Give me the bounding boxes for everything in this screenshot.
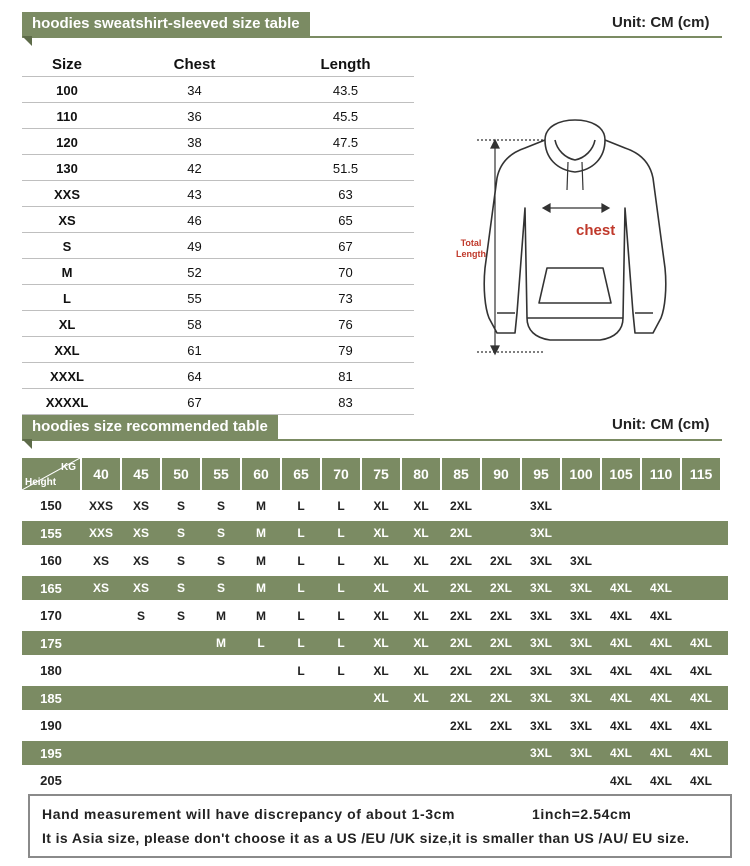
size-recommend-cell: 2XL [449,691,472,705]
size-recommend-cell: 3XL [569,663,592,678]
size-cell: 110 [56,108,78,124]
size-recommend-cell: 4XL [609,718,632,733]
size-recommend-cell: S [216,526,225,540]
weight-header-cell: 75 [362,458,400,490]
size-recommend-cell: XL [413,636,429,650]
length-cell: 45.5 [332,108,359,124]
size-recommend-cell: L [297,553,305,568]
size-recommend-cell: 4XL [649,663,672,678]
size-recommend-cell: 4XL [609,581,632,595]
size-row [22,208,414,233]
size-recommend-cell: S [176,608,185,623]
size-cell: XXL [54,342,80,358]
size-cell: L [63,290,71,306]
size-recommend-cell: M [216,608,226,623]
weight-header-cell: 115 [682,458,720,490]
chest-cell: 55 [187,290,202,306]
size-recommend-cell: XL [413,608,429,623]
size-recommend-cell: XS [132,553,149,568]
size-recommend-cell: 4XL [649,718,672,733]
weight-header-cell: 65 [282,458,320,490]
size-recommend-cell: 2XL [449,526,472,540]
size-recommend-cell: XL [413,498,429,513]
size-recommend-cell: L [337,608,345,623]
height-cell: 185 [40,690,62,706]
height-cell: 175 [40,635,62,651]
chest-cell: 34 [187,82,202,98]
size-recommend-cell: M [216,636,226,650]
chest-cell: 67 [187,394,202,410]
recommend-row [22,769,728,793]
size-recommend-cell: L [337,553,345,568]
size-recommend-cell: 4XL [689,663,712,678]
size-title-tab [22,36,32,46]
size-recommend-cell: L [337,663,345,678]
size-recommend-cell: L [297,663,305,678]
size-recommend-cell: XL [373,553,389,568]
weight-header-cell: 85 [442,458,480,490]
size-recommend-cell: S [216,553,225,568]
size-recommend-cell: 2XL [449,663,472,678]
note-discrepancy: Hand measurement will have discrepancy of about 1-3cm [42,806,456,822]
length-cell: 79 [338,342,353,358]
size-row [22,390,414,415]
length-cell: 76 [338,316,353,332]
height-cell: 165 [40,580,62,596]
size-recommend-cell: 2XL [449,498,472,513]
size-recommend-cell: XS [132,526,149,540]
size-recommend-cell: 2XL [449,608,472,623]
size-recommend-cell: 4XL [649,691,672,705]
size-recommend-cell: 3XL [569,581,592,595]
total-length-label-line2: Length [456,249,486,259]
size-recommend-cell: 2XL [449,581,472,595]
size-recommend-cell: L [337,581,345,595]
size-recommend-cell: XS [132,498,149,513]
note-inch-conversion: 1inch=2.54cm [532,806,632,822]
size-recommend-cell: 4XL [689,691,712,705]
size-recommend-cell: S [176,526,185,540]
size-row [22,338,414,363]
size-recommend-cell: XS [92,581,109,595]
height-cell: 155 [40,525,62,541]
size-cell: XXXL [50,368,84,384]
size-recommend-cell: 4XL [609,608,632,623]
size-recommend-cell: 4XL [689,746,712,760]
size-recommend-cell: 2XL [489,581,512,595]
notes-box [28,794,732,858]
size-recommend-cell: 3XL [569,553,592,568]
length-cell: 70 [338,264,353,280]
chest-cell: 49 [187,238,202,254]
size-recommend-cell: 3XL [529,498,552,513]
recommend-row [22,714,728,738]
recommend-row [22,521,728,545]
size-table-body [22,78,414,415]
length-cell: 47.5 [332,134,359,150]
size-recommend-cell: M [256,526,266,540]
size-cell: XXS [53,186,80,202]
size-recommend-cell: S [176,553,185,568]
total-length-label [455,238,487,260]
size-recommend-cell: 3XL [529,718,552,733]
size-recommend-cell: XS [132,581,149,595]
size-recommend-cell: 4XL [689,718,712,733]
size-recommend-cell: XXS [88,526,113,540]
size-recommend-cell: 4XL [609,773,632,788]
recommend-row [22,604,728,628]
size-col-header: Size [51,56,82,73]
size-recommend-cell: 4XL [609,663,632,678]
size-recommend-cell: L [297,608,305,623]
size-row [22,78,414,103]
height-cell: 180 [40,663,62,678]
size-recommend-cell: L [297,526,305,540]
recommend-unit-label: Unit: CM (cm) [612,416,710,433]
weight-header-cell: 60 [242,458,280,490]
size-recommend-cell: L [337,498,345,513]
size-recommend-cell: XXS [88,498,113,513]
size-row [22,182,414,207]
size-recommend-cell: 3XL [529,553,552,568]
size-recommend-cell: XL [373,498,389,513]
chest-cell: 61 [187,342,202,358]
size-recommend-cell: 3XL [529,691,552,705]
size-recommend-cell: L [297,498,305,513]
length-cell: 67 [338,238,353,254]
size-recommend-cell: 2XL [489,718,512,733]
size-recommend-cell: 2XL [449,636,472,650]
chest-cell: 52 [187,264,202,280]
length-cell: 83 [338,394,353,410]
size-recommend-cell: 2XL [489,663,512,678]
size-recommend-cell: S [176,498,185,513]
size-recommend-cell: 4XL [609,746,632,760]
size-recommend-cell: M [256,581,266,595]
size-recommend-cell: L [297,636,305,650]
chest-cell: 58 [187,316,202,332]
size-recommend-cell: XL [413,553,429,568]
size-recommend-cell: 3XL [529,636,552,650]
size-recommend-cell: 2XL [449,553,472,568]
size-recommend-cell: 2XL [489,608,512,623]
recommend-header-row [22,458,728,490]
size-cell: 120 [56,134,78,150]
height-cell: 195 [40,745,62,761]
size-cell: XS [58,212,76,228]
size-cell: XXXXL [45,394,89,410]
size-recommend-cell: 4XL [649,746,672,760]
size-recommend-cell: 3XL [529,526,552,540]
length-cell: 81 [338,368,353,384]
size-row [22,234,414,259]
size-recommend-cell: 2XL [489,553,512,568]
length-col-header: Length [320,56,371,73]
size-recommend-cell: XL [413,663,429,678]
size-recommend-cell: 4XL [649,581,672,595]
recommend-row [22,549,728,573]
chest-cell: 64 [187,368,202,384]
recommend-row [22,494,728,518]
weight-header-cell: 55 [202,458,240,490]
size-row [22,286,414,311]
size-recommend-cell: XL [413,526,429,540]
recommend-table [22,458,728,793]
chest-cell: 38 [187,134,202,150]
weight-header-cell: 90 [482,458,520,490]
size-recommend-cell: L [337,526,345,540]
size-row [22,312,414,337]
size-cell: XL [58,316,76,332]
note-asia-size: It is Asia size, please don't choose it as a US /EU /UK size,it is smaller than US /AU/ EU size. [42,830,690,846]
size-recommend-cell: 4XL [609,691,632,705]
size-row [22,104,414,129]
weight-header-cell: 40 [82,458,120,490]
length-cell: 43.5 [332,82,359,98]
size-recommend-cell: 3XL [529,608,552,623]
recommend-row [22,659,728,683]
recommend-row [22,686,728,710]
size-recommend-cell: 4XL [609,636,632,650]
size-recommend-cell: XL [373,581,389,595]
size-recommend-cell: XL [373,608,389,623]
weight-header-cell: 110 [642,458,680,490]
size-recommend-cell: 4XL [649,636,672,650]
size-recommend-cell: 2XL [449,718,472,733]
recommend-row [22,741,728,765]
size-recommend-cell: XL [413,581,429,595]
size-recommend-cell: 4XL [689,773,712,788]
size-row [22,156,414,181]
length-cell: 63 [338,186,353,202]
size-cell: 130 [56,160,78,176]
size-recommend-cell: XL [373,663,389,678]
recommend-corner-cell [22,458,80,490]
size-recommend-cell: M [256,608,266,623]
size-recommend-cell: 4XL [649,773,672,788]
height-cell: 205 [40,773,62,788]
size-recommend-cell: L [297,581,305,595]
size-row [22,260,414,285]
size-recommend-cell: 2XL [489,636,512,650]
height-cell: 160 [40,553,62,568]
chest-cell: 42 [187,160,202,176]
size-recommend-cell: 3XL [569,691,592,705]
recommend-table-title: hoodies size recommended table [22,415,278,439]
weight-header-cell: 105 [602,458,640,490]
height-cell: 150 [40,498,62,513]
weight-header-cell: 45 [122,458,160,490]
size-cell: S [62,238,72,254]
weight-header-cell: 100 [562,458,600,490]
size-recommend-cell: M [256,553,266,568]
weight-header-cell: 50 [162,458,200,490]
size-cell: 100 [56,82,78,98]
size-recommend-cell: 4XL [649,608,672,623]
size-recommend-cell: 4XL [689,636,712,650]
size-recommend-cell: XL [413,691,429,705]
size-table [22,52,414,415]
size-recommend-cell: XL [373,691,389,705]
size-recommend-cell: L [257,636,265,650]
recommend-row [22,631,728,655]
recommend-table-body [22,494,728,793]
length-cell: 51.5 [332,160,359,176]
size-recommend-cell: XS [92,553,109,568]
size-recommend-cell: 3XL [529,663,552,678]
size-header-rule [22,36,722,38]
size-recommend-cell: 3XL [569,636,592,650]
size-recommend-cell: XL [373,526,389,540]
size-recommend-cell: 2XL [489,691,512,705]
length-cell: 73 [338,290,353,306]
recommend-header-rule [22,439,722,441]
chest-label: chest [576,222,616,239]
weight-header-cell: 70 [322,458,360,490]
size-row [22,130,414,155]
size-recommend-cell: S [136,608,145,623]
size-recommend-cell: XL [373,636,389,650]
size-table-title: hoodies sweatshirt-sleeved size table [22,12,310,36]
size-recommend-cell: 3XL [529,581,552,595]
size-recommend-cell: S [216,581,225,595]
size-table-header [22,52,414,77]
size-cell: M [61,264,73,280]
size-recommend-cell: 3XL [569,608,592,623]
total-length-label-line1: Total [460,238,482,248]
size-recommend-cell: S [176,581,185,595]
chest-cell: 46 [187,212,202,228]
chest-cell: 36 [187,108,202,124]
weight-header-cell: 95 [522,458,560,490]
weight-header-cell: 80 [402,458,440,490]
chest-cell: 43 [187,186,202,202]
size-recommend-cell: 3XL [529,746,552,760]
size-row [22,364,414,389]
recommend-title-tab [22,439,32,449]
length-cell: 65 [338,212,353,228]
size-unit-label: Unit: CM (cm) [612,14,710,31]
size-recommend-cell: M [256,498,266,513]
size-recommend-cell: 3XL [569,746,592,760]
hoodie-diagram [455,118,700,358]
height-cell: 170 [40,608,62,623]
chest-col-header: Chest [173,56,216,73]
size-recommend-cell: 3XL [569,718,592,733]
recommend-row [22,576,728,600]
corner-kg-label: KG [61,462,76,473]
corner-height-label: Height [25,477,57,488]
size-recommend-cell: S [216,498,225,513]
size-recommend-cell: L [337,636,345,650]
height-cell: 190 [40,718,62,733]
